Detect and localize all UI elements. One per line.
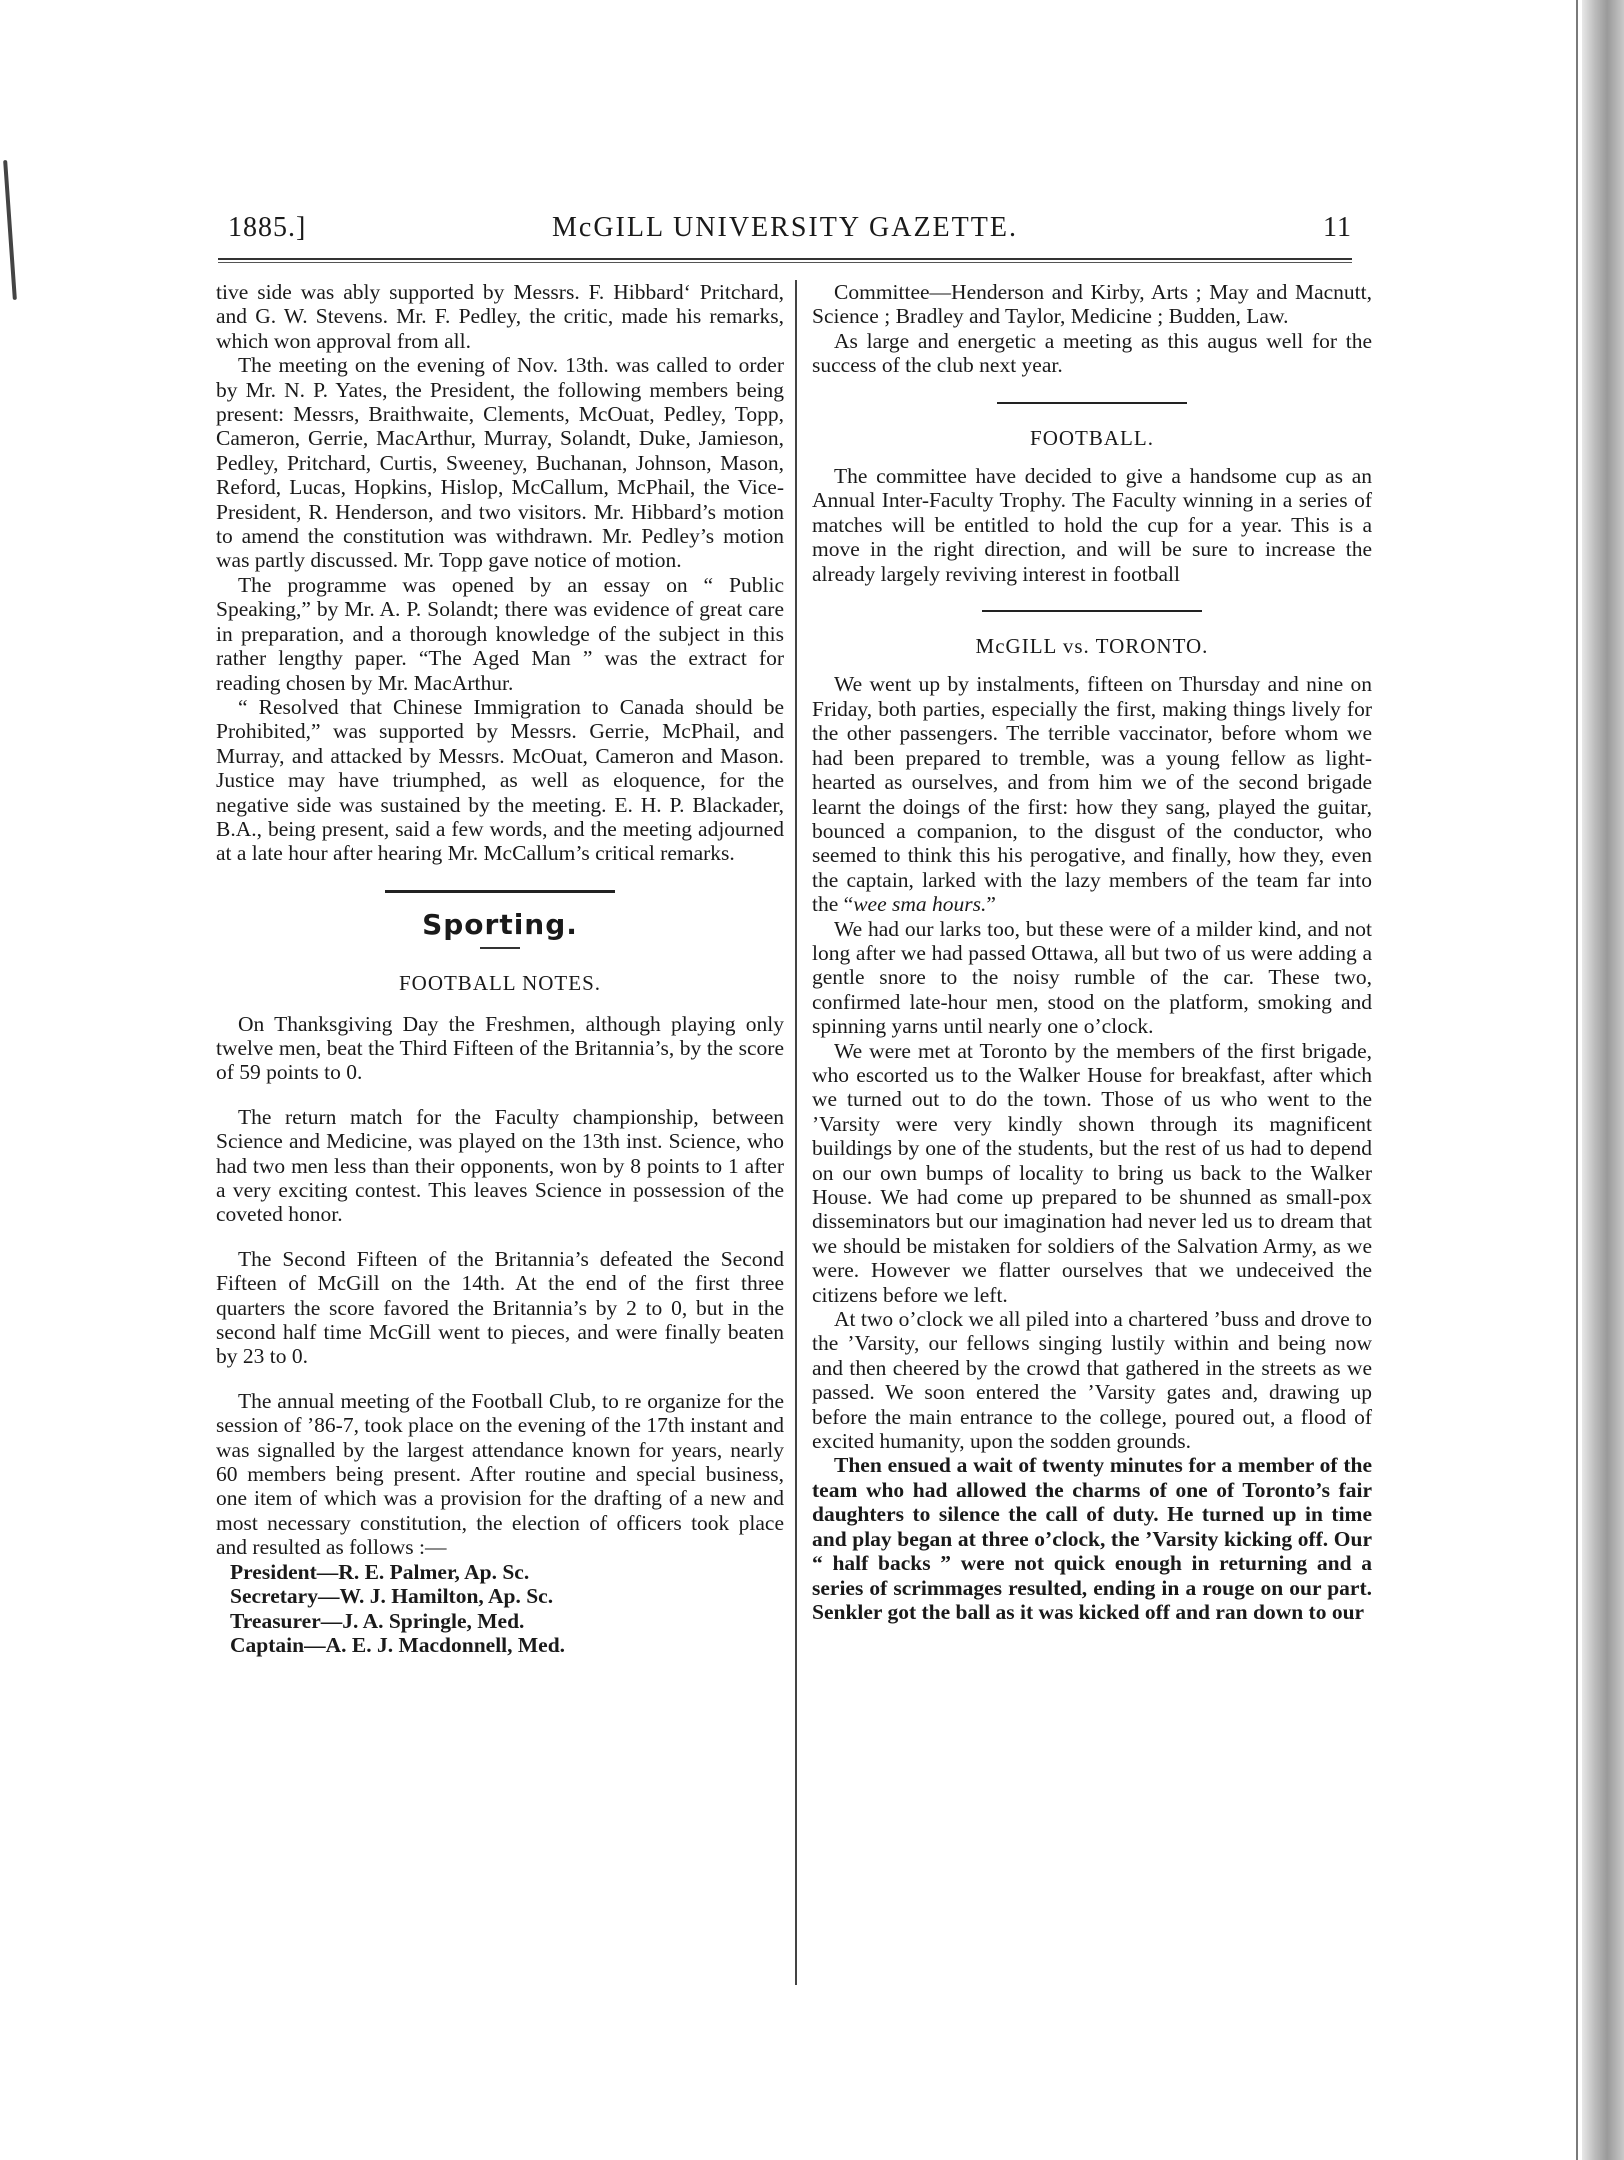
running-header [218,212,1352,252]
paragraph: “ Resolved that Chinese Immigration to Canada should be Prohibited,” was supported by Messrs. Gerrie, McPhail, and Murray, and attacked by Messrs. McOuat, Cameron and Mason. Justice may have triumphed, as well as eloquence, for the negative side was sustained by the meeting. E. H. P. Blackader, B.A., being present, said a few words, and the meeting adjourned at a late hour after hearing Mr. McCallum’s critical remarks. [216,694,784,866]
heading-football: FOOTBALL. [1030,425,1154,450]
paragraph: As large and energetic a meeting as this augus well for the success of the club next year. [812,328,1372,378]
paragraph: Committee—Henderson and Kirby, Arts ; May and Macnutt, Science ; Bradley and Taylor, Medicine ; Budden, Law. [812,280,1372,329]
left-column [216,280,784,1657]
header-title: McGILL UNIVERSITY GAZETTE. [552,212,1018,243]
section-title-sporting: Sporting. [422,907,578,941]
paragraph: At two o’clock we all piled into a chartered ’buss and drove to the ’Varsity, our fellows singing lustily within and being now and then cheered by the crowd that gathered in the streets as we passed. We soon entered the ’Varsity gates and, drawing up before the main entrance to the college, poured out, a flood of excited humanity, upon the sodden grounds. [812,1307,1372,1454]
paragraph: tive side was ably supported by Messrs. F. Hibbard‘ Pritchard, and G. W. Stevens. Mr. F. Pedley, the critic, made his remarks, which won approval from all. [216,280,784,353]
page-number: 11 [1323,212,1352,243]
paragraph: The annual meeting of the Football Club, to re organize for the session of ’86-7, took place on the evening of the 17th instant and was signalled by the largest attendance known for years, nearly 60 members being present. After routine and special business, one item of which was a provision for the drafting of a new and most necessary constitution, the election of officers took place and resulted as follows :— [216,1388,784,1560]
paragraph: The meeting on the evening of Nov. 13th. was called to order by Mr. N. P. Yates, the President, the following members being present: Messrs, Braithwaite, Clements, McOuat, Pedley, Topp, Cameron, Gerrie, MacArthur, Murray, Solandt, Duke, Jamieson, Pedley, Pritchard, Curtis, Sweeney, Buchanan, Johnson, Mason, Reford, Lucas, Hopkins, Hislop, McCallum, McPhail, the Vice-President, R. Henderson, and two visitors. Mr. Hibbard’s motion to amend the constitution was withdrawn. Mr. Pedley’s motion was partly discussed. Mr. Topp gave notice of motion. [216,353,784,573]
paragraph: The committee have decided to give a handsome cup as an Annual Inter-Faculty Trophy. The Faculty winning in a series of matches will be entitled to hold the cup for a year. This is a move in the right direction, and will be sure to increase the already largely reviving interest in football [812,464,1372,586]
right-column [812,280,1372,1624]
paragraph: We were met at Toronto by the members of the first brigade, who escorted us to the Walker House for breakfast, after which we turned out to do the town. Those of us who went to the ’Varsity were very kindly shown through its magnificent buildings by one of the students, but the rest of us had to depend on our own bumps of locality to bring us back to the Walker House. We had come up prepared to be shunned as small-pox disseminators but our imagination had never led us to dream that we should be mistaken for soldiers of the Salvation Army, as we were. However we flatter ourselves that we undeceived the citizens before we left. [812,1038,1372,1307]
subheading-football-notes: FOOTBALL NOTES. [398,971,602,996]
officer-line: President—R. E. Palmer, Ap. Sc. [230,1559,530,1584]
italic-phrase: wee sma hours. [853,892,987,917]
scan-page-edge [1582,0,1624,2160]
officer-line: Captain—A. E. J. Macdonnell, Med. [230,1632,566,1657]
paragraph: The Second Fifteen of the Britannia’s defeated the Second Fifteen of McGill on the 14th. At the end of the first three quarters the score favored the Britannia’s by 2 to 0, but in the second half time McGill went to pieces, and were finally beaten by 23 to 0. [216,1246,784,1369]
header-rule [218,258,1352,263]
paragraph: The programme was opened by an essay on “ Public Speaking,” by Mr. A. P. Solandt; there was evidence of great care in preparation, and a thorough knowledge of the subject in this rather lengthy paper. “The Aged Man ” was the extract for reading chosen by Mr. MacArthur. [216,572,784,695]
paragraph [812,672,1372,916]
paragraph: Then ensued a wait of twenty minutes for a member of the team who had allowed the charms of one of Toronto’s fair daughters to silence the call of duty. He turned up in time and play began at three o’clock, the ’Varsity kicking off. Our “ half backs ” were not quick enough in returning and a series of scrimmages resulted, ending in a rouge on our part. Senkler got the ball as it was kicked off and ran down to our [812,1453,1372,1624]
section-rule [982,610,1202,612]
header-year: 1885.] [228,212,307,243]
paragraph: We had our larks too, but these were of a milder kind, and not long after we had passed Ottawa, all but two of us were adding a gentle snore to the noisy rumble of the car. These two, confirmed late-hour men, stood on the platform, smoking and spinning yarns until nearly one o’clock. [812,916,1372,1039]
short-rule [480,947,520,949]
section-rule [385,890,615,893]
heading-mcgill-vs-toronto: McGILL vs. TORONTO. [975,634,1209,659]
section-rule [997,402,1187,404]
paragraph-text: We went up by instalments, fifteen on Thursday and nine on Friday, both parties, especially the first, making things lively for the other passengers. The terrible vaccinator, before whom we had been prepared to tremble, was a young fellow as light-hearted as ourselves, and from him we of the second brigade learnt the doings of the first: how they sang, played the guitar, bounced a companion, to the disgust of the conductor, who seemed to think this his perogative, and finally, how they, even the captain, larked with the lazy members of the team far into the “ [812,672,1372,917]
officer-line: Treasurer—J. A. Springle, Med. [230,1608,525,1633]
closing-quote: ” [986,892,996,917]
column-divider [795,280,797,1985]
paragraph: On Thanksgiving Day the Freshmen, although playing only twelve men, beat the Third Fifteen of the Britannia’s, by the score of 59 points to 0. [216,1011,784,1085]
officer-line: Secretary—W. J. Hamilton, Ap. Sc. [230,1584,554,1609]
paragraph: The return match for the Faculty championship, between Science and Medicine, was played on the 13th inst. Science, who had two men less than their opponents, won by 8 points to 1 after a very exciting contest. This leaves Science in possession of the coveted honor. [216,1104,784,1227]
